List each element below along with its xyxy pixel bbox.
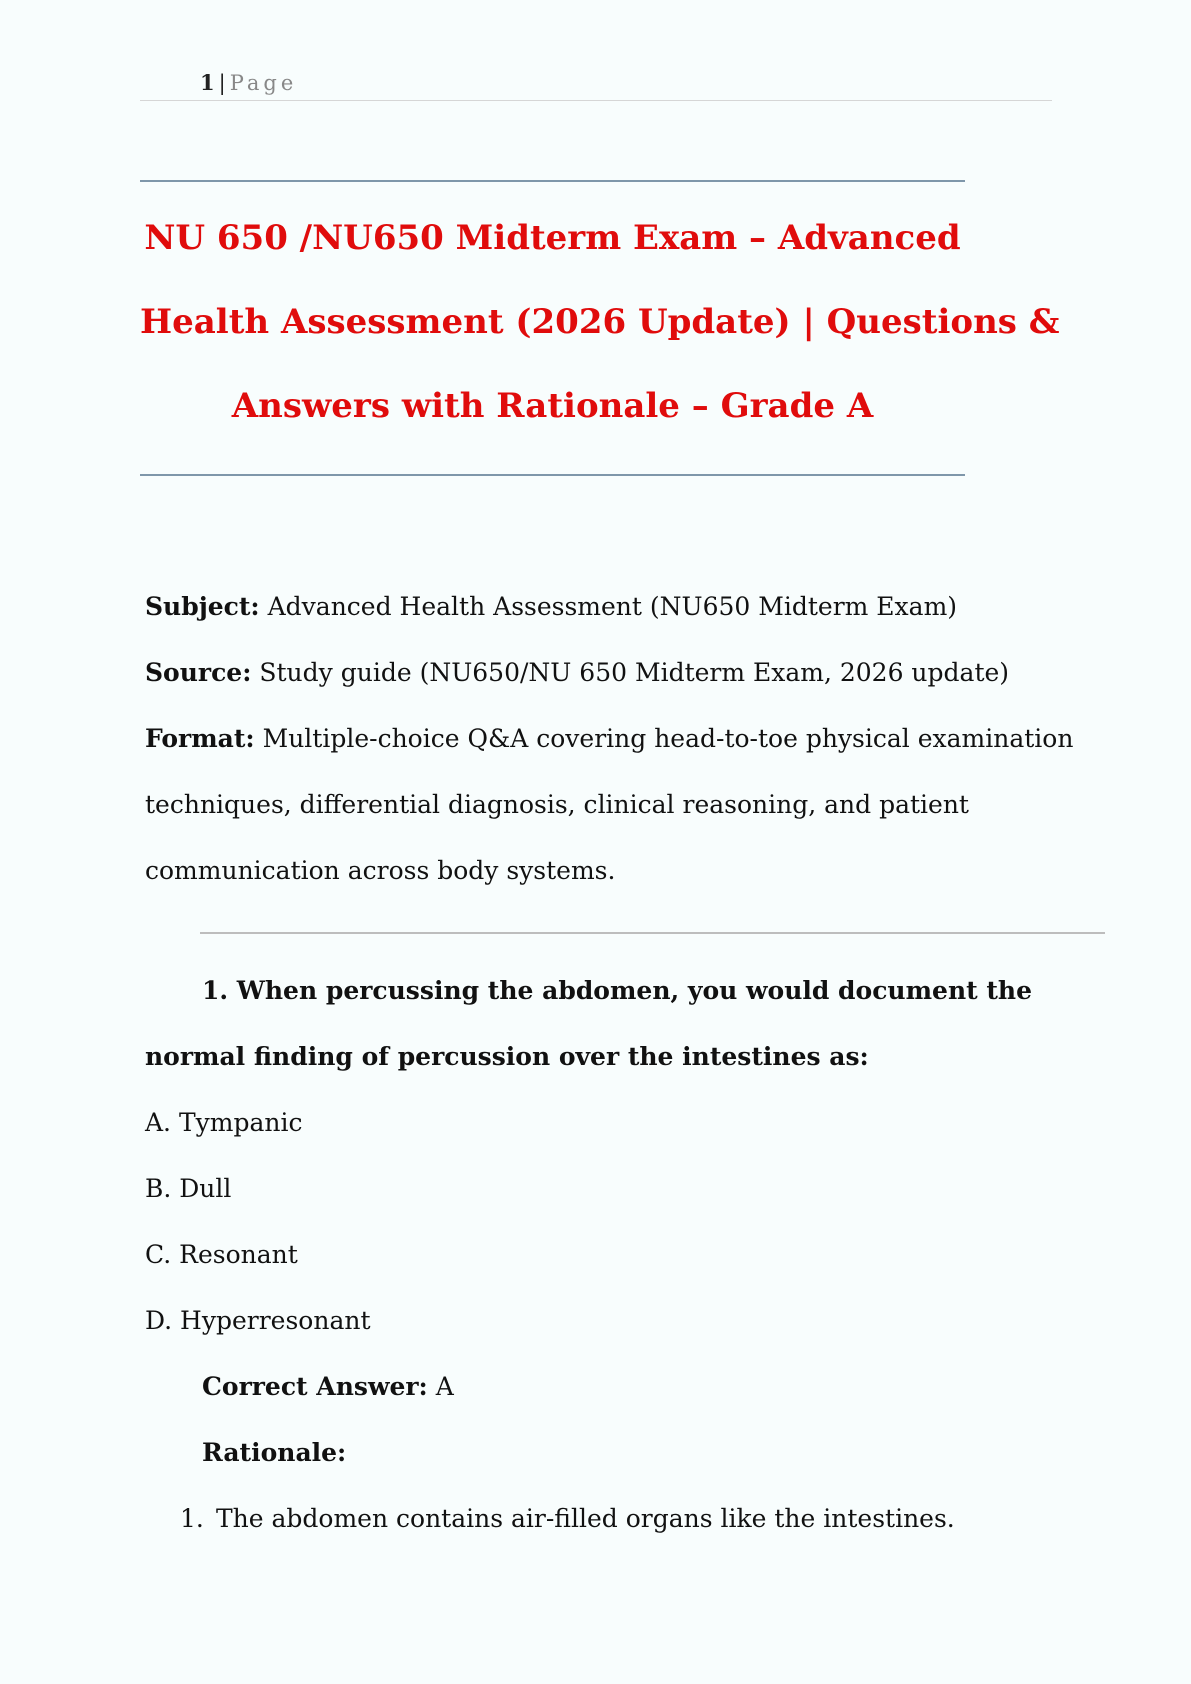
page-word: Page (229, 71, 298, 95)
option-c: C. Resonant (145, 1240, 298, 1269)
option-b: B. Dull (145, 1174, 232, 1203)
option-d: D. Hyperresonant (145, 1306, 371, 1335)
page-separator: | (218, 71, 226, 95)
rationale-item (145, 1486, 1045, 1552)
format-value-line-1: Multiple-choice Q&A covering head-to-toe physical examination (254, 724, 1074, 753)
subject-row (145, 574, 1045, 640)
subject-label: Subject: (145, 592, 260, 621)
rationale-label: Rationale: (202, 1438, 347, 1467)
question-1-stem-line-2: normal finding of percussion over the intestines as: (145, 1042, 869, 1071)
subject-value: Advanced Health Assessment (NU650 Midterm Exam) (259, 592, 958, 621)
document-title (140, 196, 1060, 448)
correct-answer-label: Correct Answer: (202, 1372, 428, 1401)
title-line-3: Answers with Rationale – Grade A (231, 386, 874, 426)
source-row (145, 640, 1045, 706)
document-meta (145, 574, 1074, 904)
title-line-1: NU 650 /NU650 Midterm Exam – Advanced (144, 218, 961, 258)
section-divider (200, 932, 1105, 934)
format-value-line-3: communication across body systems. (145, 856, 616, 885)
format-row (145, 706, 1074, 772)
question-1-stem-line-1: 1. When percussing the abdomen, you would document the (202, 976, 1033, 1005)
rationale-item-number: 1. (180, 1504, 204, 1533)
title-top-rule (140, 180, 965, 182)
page-header (200, 70, 297, 95)
format-value-line-2: techniques, differential diagnosis, clinical reasoning, and patient (145, 790, 969, 819)
source-label: Source: (145, 658, 252, 687)
question-1 (145, 958, 1045, 1552)
source-value: Study guide (NU650/NU 650 Midterm Exam, 2026 update) (251, 658, 1010, 687)
page-number: 1 (200, 70, 215, 95)
rationale-heading (145, 1420, 1045, 1486)
correct-answer-value: A (427, 1372, 454, 1401)
title-line-2: Health Assessment (2026 Update) | Questions & (140, 302, 1060, 342)
rationale-item-text: The abdomen contains air-filled organs like the intestines. (216, 1504, 955, 1533)
title-bottom-rule (140, 474, 965, 476)
option-a: A. Tympanic (145, 1108, 303, 1137)
correct-answer (145, 1354, 1045, 1420)
format-label: Format: (145, 724, 255, 753)
header-divider (140, 100, 1052, 101)
